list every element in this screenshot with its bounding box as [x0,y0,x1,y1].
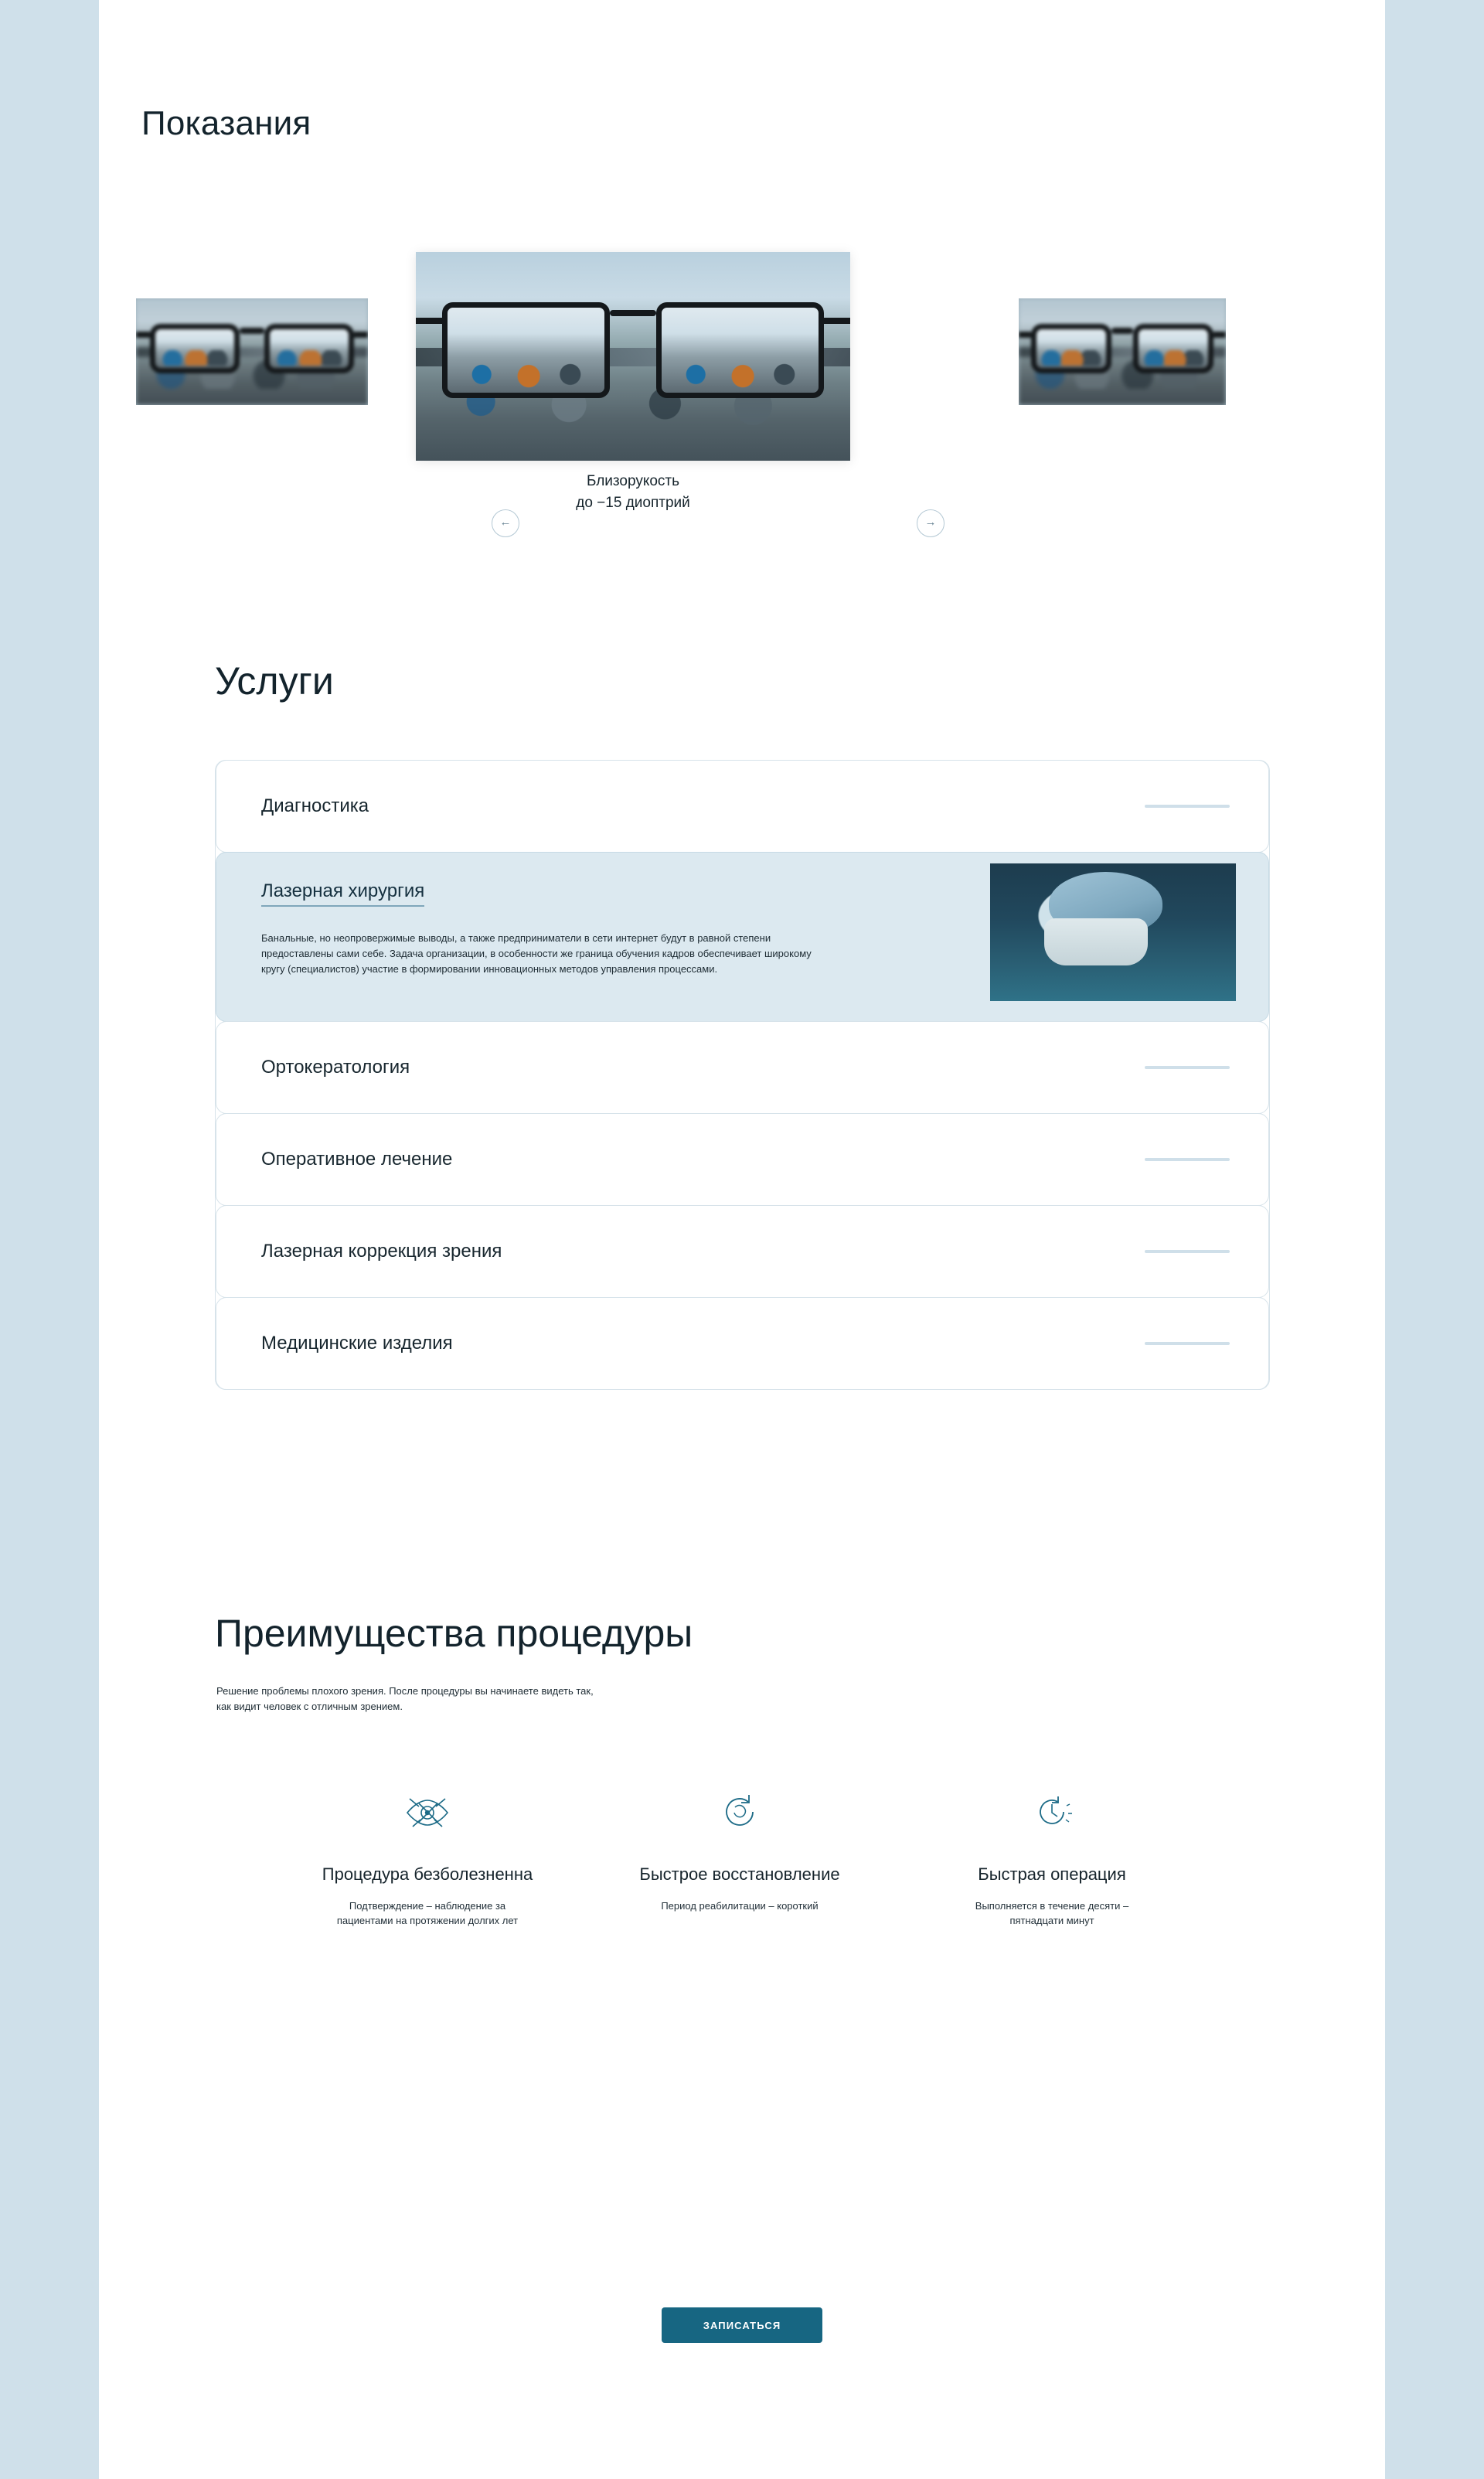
accordion-item-label: Медицинские изделия [261,1333,453,1354]
accordion-toggle-icon[interactable] [1145,805,1230,808]
benefit-fast-operation [924,1778,1179,1928]
benefit-painless [300,1778,555,1928]
benefits-lead-text [216,1684,594,1715]
benefit-description-line1: Подтверждение – наблюдение за [349,1900,506,1912]
carousel-slide-active[interactable] [416,252,850,461]
services-accordion[interactable] [215,760,1270,1390]
accordion-item-label: Лазерная хирургия [261,880,424,907]
accordion-toggle-icon[interactable] [1145,1066,1230,1069]
benefit-description [612,1898,867,1913]
benefit-description [300,1898,555,1928]
carousel-prev-arrow-icon[interactable]: ← [492,509,519,537]
accordion-item-description: Банальные, но неопровержимые выводы, а также предприниматели в сети интернет будут в равной степени предоставлены сами себе. Задача организации, в особенности же граница обучения кадров обеспечивает широкому кругу (специалистов) участие в формировании инновационных методов управления процессами. [261,932,812,975]
street-photo-blurred [1019,298,1226,405]
accordion-item-orthokeratology[interactable] [216,1021,1269,1114]
carousel-next-arrow-icon[interactable]: → [917,509,945,537]
cta-container [99,2307,1385,2343]
accordion-header[interactable] [216,1298,1268,1389]
signup-button[interactable]: ЗАПИСАТЬСЯ [662,2307,822,2343]
accordion-item-diagnostics[interactable] [216,760,1269,853]
page-title-indications: Показания [141,104,311,142]
accordion-header[interactable] [216,1114,1268,1205]
carousel-slide-next[interactable] [1019,298,1226,405]
accordion-header[interactable] [216,1206,1268,1297]
clock-icon [924,1778,1179,1846]
surgeon-photo [990,863,1236,1001]
street-photo [416,252,850,461]
carousel-slide-previous[interactable] [136,298,368,405]
refresh-arrow-icon [612,1778,867,1846]
benefit-description-line2: пятнадцати минут [1009,1915,1094,1926]
accordion-item-label: Лазерная коррекция зрения [261,1241,502,1262]
benefit-description-line1: Период реабилитации – короткий [661,1900,819,1912]
benefit-title: Быстрое восстановление [639,1864,840,1884]
accordion-header[interactable] [216,761,1268,852]
accordion-toggle-icon[interactable] [1145,1158,1230,1161]
accordion-header[interactable] [216,1022,1268,1113]
accordion-toggle-icon[interactable] [1145,1342,1230,1345]
indications-carousel[interactable] [99,209,1385,611]
page-title-services: Услуги [215,659,334,703]
accordion-item-medical-devices[interactable] [216,1297,1269,1390]
carousel-caption [416,471,850,514]
accordion-panel [216,907,818,1021]
benefits-lead-line1: Решение проблемы плохого зрения. После процедуры вы начинаете видеть так, [216,1685,594,1697]
benefit-description-line2: пациентами на протяжении долгих лет [336,1915,519,1926]
carousel-caption-line2: до −15 диоптрий [576,495,690,511]
accordion-item-label: Ортокератология [261,1057,410,1078]
benefits-list [215,1778,1270,1928]
accordion-item-laser-surgery[interactable] [216,852,1269,1022]
accordion-item-laser-vision-correction[interactable] [216,1205,1269,1298]
benefit-description [924,1898,1179,1928]
indications-section [99,0,1385,611]
accordion-item-operative-treatment[interactable] [216,1113,1269,1206]
page-title-benefits: Преимущества процедуры [215,1611,693,1655]
page-canvas [99,0,1385,2479]
benefit-title: Процедура безболезненна [322,1864,533,1884]
street-photo-blurred [136,298,368,405]
accordion-item-label: Оперативное лечение [261,1149,453,1170]
benefit-fast-recovery [612,1778,867,1928]
benefits-lead-line2: как видит человек с отличным зрением. [216,1701,403,1712]
benefit-title: Быстрая операция [978,1864,1126,1884]
eye-crossed-icon [300,1778,555,1846]
accordion-toggle-icon[interactable] [1145,1250,1230,1253]
accordion-item-label: Диагностика [261,795,369,816]
benefit-description-line1: Выполняется в течение десяти – [975,1900,1129,1912]
carousel-caption-line1: Близорукость [586,473,680,489]
